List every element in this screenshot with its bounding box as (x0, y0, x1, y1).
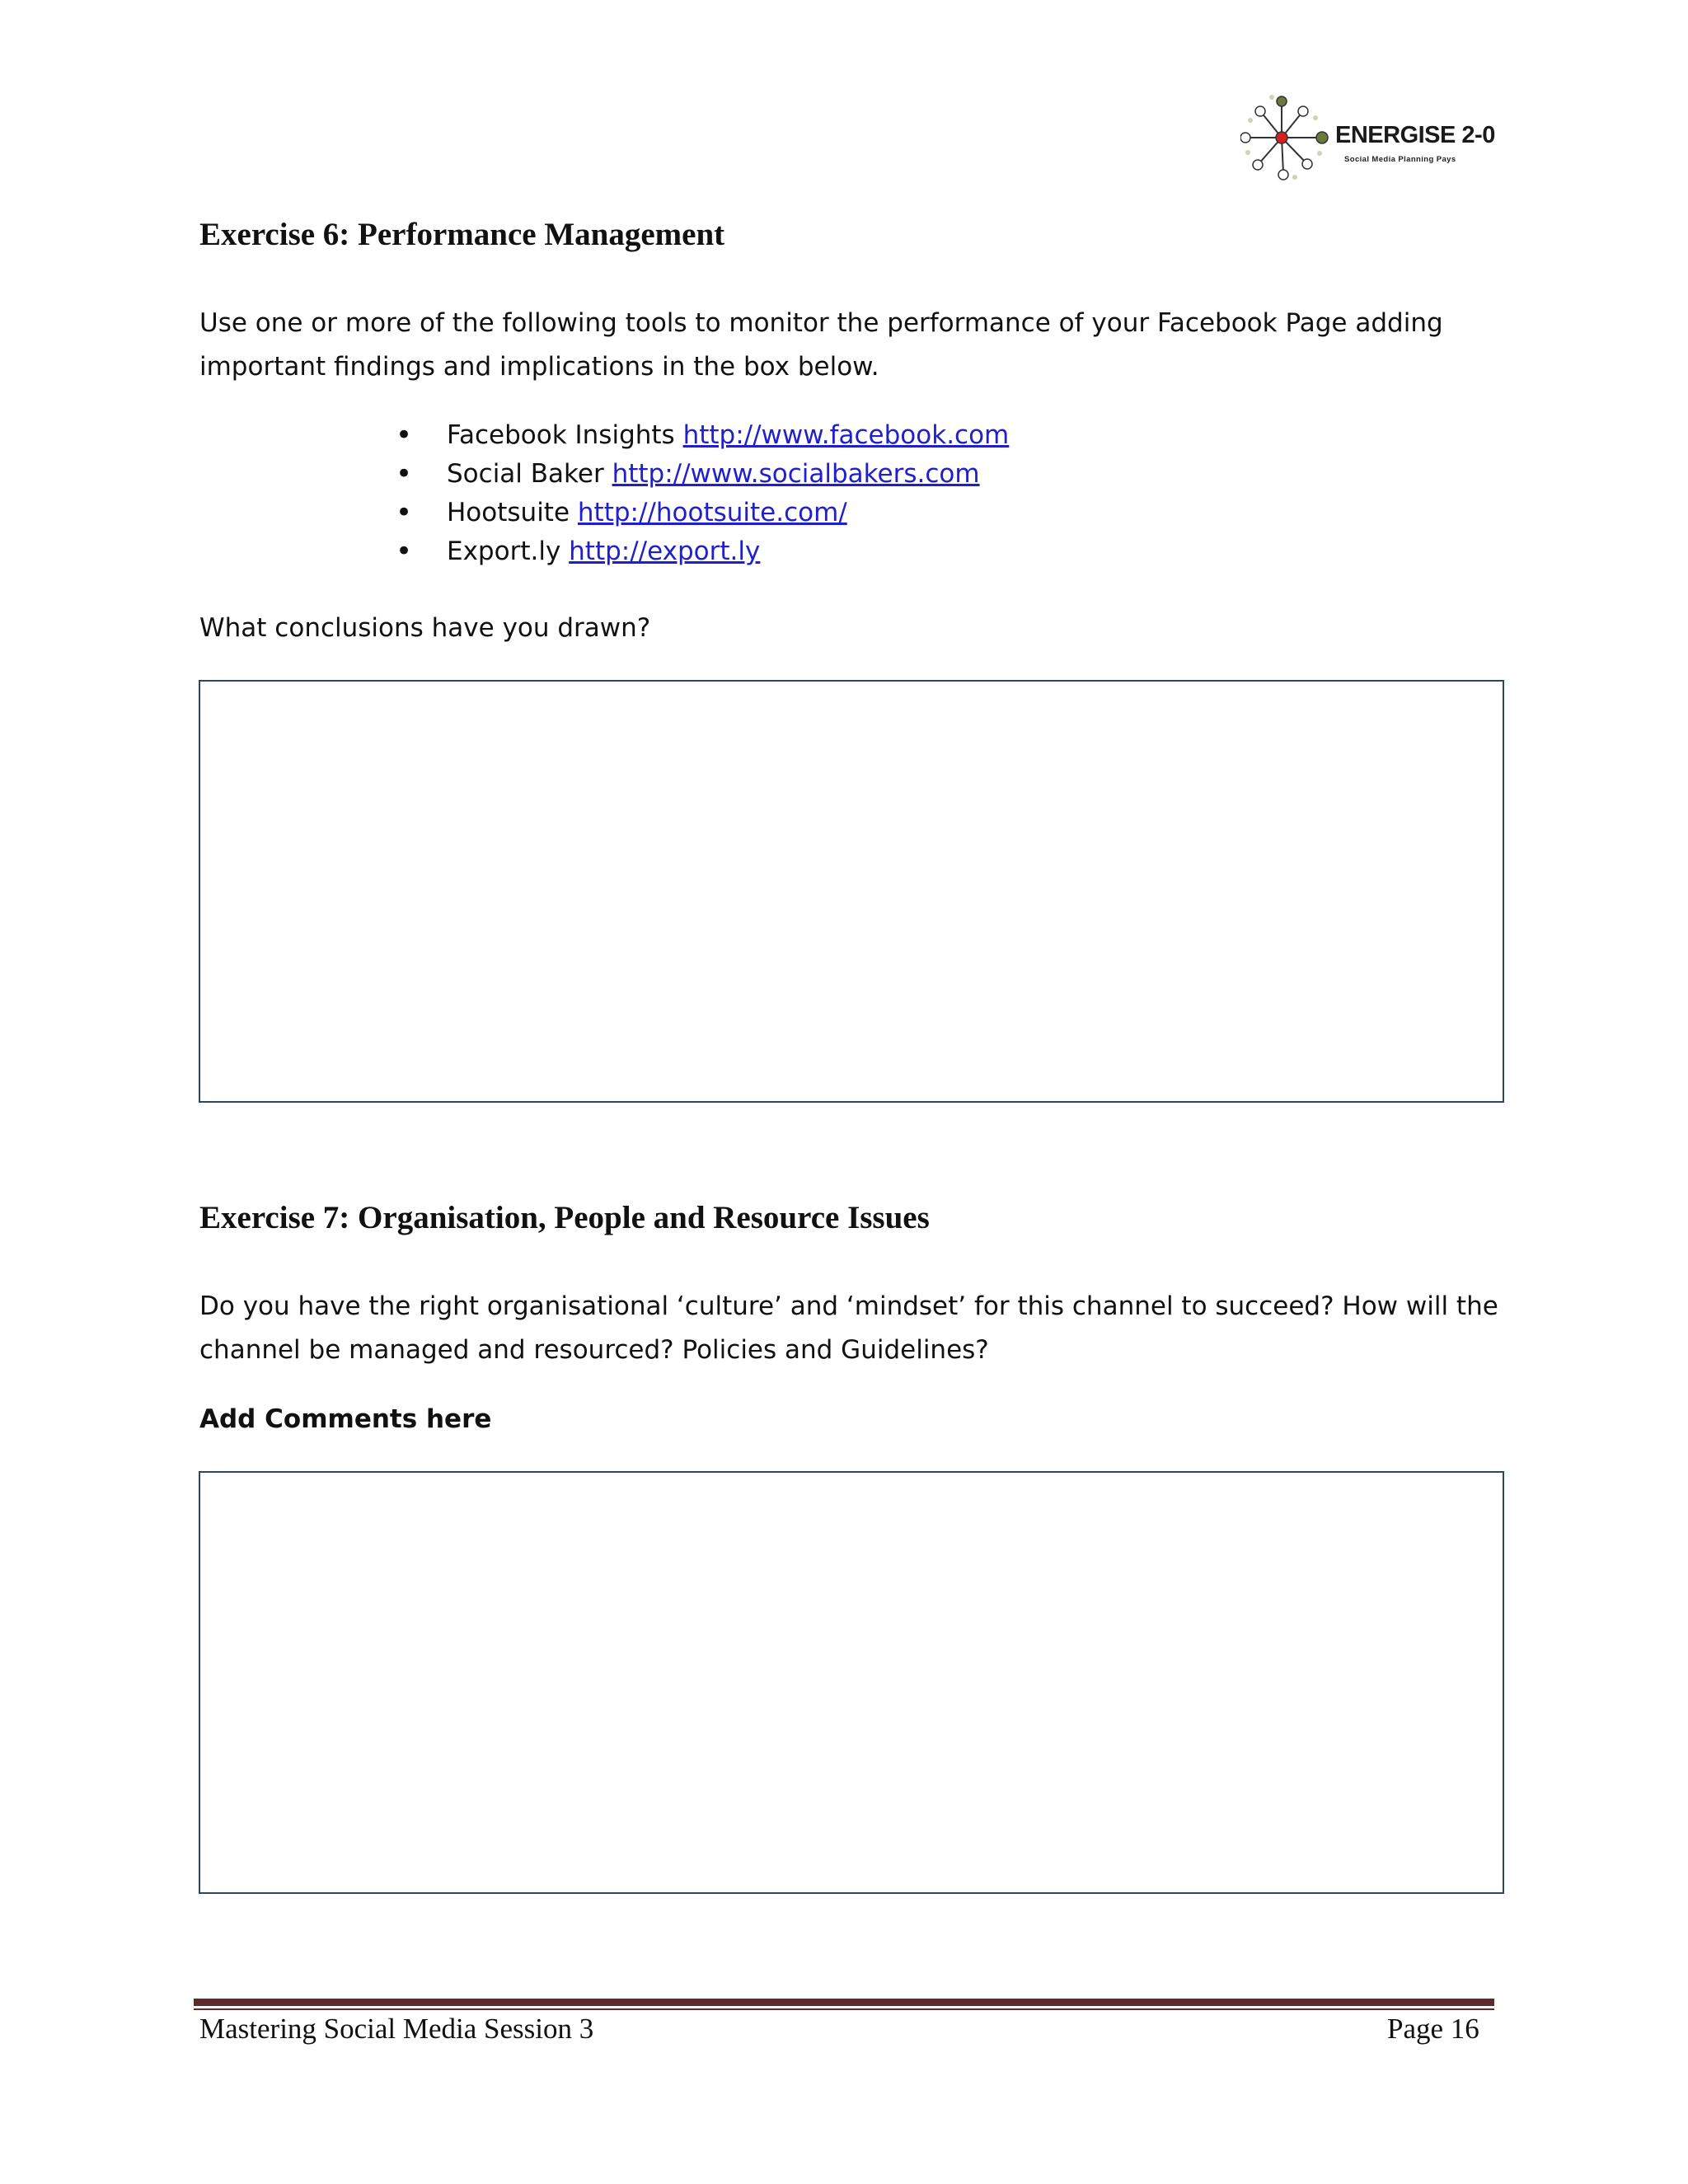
footer-title: Mastering Social Media Session 3 (199, 2013, 594, 2045)
list-item (396, 532, 1009, 571)
logo-title: ENERGISE 2-0 (1335, 122, 1495, 148)
logo-tagline: Social Media Planning Pays (1344, 155, 1456, 164)
bullet-icon: • (396, 419, 413, 452)
tool-name: Social Baker (447, 459, 604, 489)
tool-link[interactable]: http://export.ly (569, 537, 761, 566)
exercise-6-question: What conclusions have you drawn? (199, 613, 651, 643)
page-number: Page 16 (1387, 2013, 1479, 2045)
conclusions-text-box[interactable] (199, 680, 1504, 1103)
exercise-7-heading: Exercise 7: Organisation, People and Resource Issues (199, 1200, 930, 1235)
list-item (396, 416, 1009, 455)
exercise-6-intro: Use one or more of the following tools to monitor the performance of your Facebook Page adding important findings and implications in the box below. (199, 308, 1443, 382)
network-hub-icon (1240, 92, 1331, 183)
tool-link[interactable]: http://www.socialbakers.com (612, 459, 980, 489)
comments-text-box[interactable] (199, 1471, 1504, 1894)
bullet-icon: • (396, 535, 413, 568)
footer-divider (194, 1999, 1494, 2006)
tool-name: Facebook Insights (447, 420, 675, 450)
bullet-icon: • (396, 457, 413, 490)
exercise-6-heading: Exercise 6: Performance Management (199, 217, 725, 252)
tool-link[interactable]: http://hootsuite.com/ (577, 498, 847, 527)
list-item (396, 455, 1009, 494)
bullet-icon: • (396, 496, 413, 529)
tool-name: Hootsuite (447, 498, 570, 527)
list-item (396, 494, 1009, 532)
exercise-7-intro: Do you have the right organisational ‘culture’ and ‘mindset’ for this channel to succeed? How will the channel be managed and resourced? Policies and Guidelines? (199, 1291, 1498, 1365)
energise-logo (1240, 92, 1504, 183)
add-comments-label: Add Comments here (199, 1404, 492, 1434)
footer-divider-thin (194, 2008, 1494, 2010)
tool-name: Export.ly (447, 537, 561, 566)
tool-link[interactable]: http://www.facebook.com (682, 420, 1010, 450)
tools-list (396, 416, 1009, 571)
